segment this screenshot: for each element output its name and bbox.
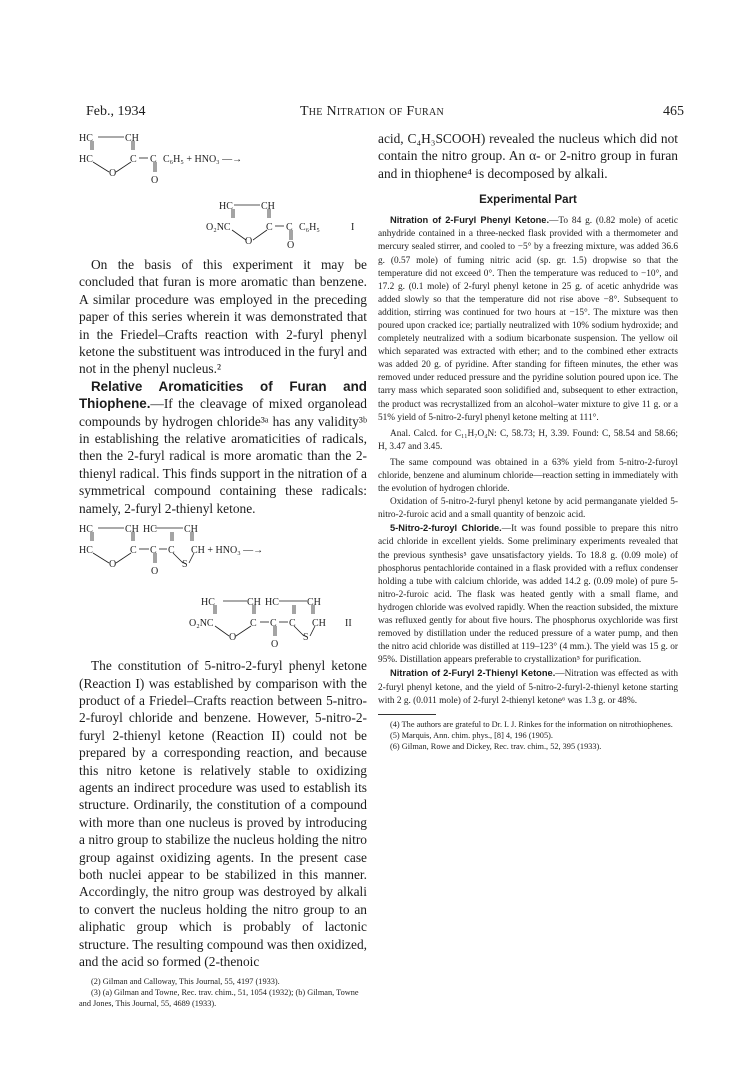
formula-text: O [229,632,237,644]
formula-text: O₂NC [206,222,231,233]
formula-text: S [303,632,309,644]
right-column [378,130,678,752]
paragraph [378,214,678,425]
reaction-2-formula [79,521,369,647]
footnote: (4) The authors are grateful to Dr. I. J. Rinkes for the information on nitrothiophenes. [390,719,673,729]
paragraph: Oxidation of 5-nitro-2-furyl phenyl ketone by acid permanganate yielded 5-nitro-2-furoic acid and a small quantity of benzoic acid. [378,497,678,521]
header-date: Feb., 1934 [86,104,146,119]
formula-text: C [289,618,296,630]
section-heading: Experimental Part [479,194,577,207]
formula-text: C [286,222,293,233]
paragraph [378,522,678,667]
formula-text: C₆H₅ [299,222,320,233]
formula-text: C [150,154,157,165]
formula-text: CH [125,524,139,536]
run-in-heading: Nitration of 2-Furyl Phenyl Ketone. [390,215,550,226]
formula-text: C [270,618,277,630]
footnote: (5) Marquis, Ann. chim. phys., [8] 4, 196 (1905). [390,730,553,740]
formula-text: HC [79,545,93,557]
formula-text: HC [79,133,93,144]
footnotes [378,719,678,752]
reaction-label: I [351,222,355,233]
formula-text: HC [201,597,215,609]
formula-text: CH + HNO₃ —→ [191,545,264,557]
formula-text: CH [125,133,139,144]
formula-text: HC [265,597,279,609]
paragraph: The constitution of 5-nitro-2-furyl phenyl ketone (Reaction I) was established by comparison with the product of a Friedel–Crafts reaction between 5-nitro-2-furoyl chloride and benzene. However, 5-nitro-2-furyl 2-thienyl ketone (Reaction II) could not be prepared by a corresponding reaction, and because this nitro ketone is relatively stable to oxidizing agents an indirect procedure was used to establish its structure. Ordinarily, the constitution of a compound with more than one nucleus is proved by introducing a nitro group to stabilize the nucleus holding the nitro group against oxidizing agents. In the present case both nuclei appear to be stabilized in this manner. Accordingly, the nitro group was destroyed by alkali to convert the nucleus holding the nitro group to an aliphatic group which is probably of lactonic structure. The resulting compound was then oxidized, and the acid so formed (2-thenoic [79,658,367,969]
paragraph [378,667,678,707]
page-number: 465 [663,104,684,119]
formula-text: CH [261,201,275,212]
running-title: The Nitration of Furan [299,104,445,119]
formula-text: O [109,168,117,179]
formula-text: O [151,566,159,578]
formula-text: CH [184,524,198,536]
formula-text: C [130,545,137,557]
paragraph [79,378,367,517]
formula-text: O [271,639,279,648]
formula-text: C₆H₅ + HNO₃ —→ [163,154,243,165]
formula-text: C [168,545,175,557]
formula-text: CH [312,618,326,630]
paragraph-text: —It was found possible to prepare this nitro acid chloride in excellent yields. Some preliminary experiments revealed that the previous synthesis⁵ gave unsatisfactory yields. To 18.8 g. (0.09 mole) of phosphorus pentachloride contained in a flask provided with a reflux condenser holding a tube with calcium chloride, was added 14.2 g. (0.09 mole) of pure 5-nitro-2-furoic acid. The flask was heated gently with a small flame, and hydrogen chloride was evolved rapidly. When the reaction subsided, the mixture was refluxed gently for about five hours. The phosphorus oxychloride was first removed by distillation under the reduced pressure of a water pump, and then the nitro acid chloride was distilled at 119–123° (4 mm.). The yield was 15 g. or 95%. Distillation appears preferable to crystallization⁵ for purification. [378,524,679,666]
paragraph: acid, C₄H₃SCOOH) revealed the nucleus which did not contain the nitro group. An α- or 2-nitro group in furan and in thiophene⁴ is decomposed by alkali. [378,131,678,181]
formula-text: HC [143,524,157,536]
formula-text: O [109,559,117,571]
run-in-heading: Relative Aromaticities of Furan and Thiophene. [79,378,367,412]
formula-text: CH [307,597,321,609]
paragraph-text: —Nitration was effected as with 2-furyl phenyl ketone, and the yield of 5-nitro-2-furyl-2-thienyl ketone starting with 2 g. (0.011 mole) of 2-furyl 2-thienyl ketone⁶ was 1.3 g. or 48%. [378,669,678,706]
formula-text: O [287,240,295,248]
reaction-1-formula [79,130,369,248]
run-in-heading: 5-Nitro-2-furoyl Chloride. [390,523,502,534]
formula-text: CH [247,597,261,609]
paragraph: On the basis of this experiment it may be concluded that furan is more aromatic than benzene. A similar procedure was employed in the preceding paper of this series wherein it was demonstrated that in the Friedel–Crafts reaction with 2-furyl phenyl ketone the substituent was introduced in the furyl and not in the phenyl nucleus.² [79,257,367,377]
analysis: Anal. Calcd. for C₁₁H₇O₄N: C, 58.73; H, 3.39. Found: C, 58.54 and 58.66; H, 3.47 and 3.45. [378,428,678,452]
reaction-label: II [345,618,352,630]
left-column [79,130,367,1009]
formula-text: C [266,222,273,233]
formula-text: HC [79,524,93,536]
footnote: (6) Gilman, Rowe and Dickey, Rec. trav. chim., 52, 395 (1933). [390,741,602,751]
formula-text: S [182,559,188,571]
formula-text: O [245,236,253,247]
footnote: (3) (a) Gilman and Towne, Rec. trav. chim., 51, 1054 (1932); (b) Gilman, Towne and Jones, This Journal, 55, 4689 (1933). [79,988,359,1009]
formula-text: HC [79,154,93,165]
formula-text: O [151,175,159,186]
paragraph-text: —If the cleavage of mixed organolead compounds by hydrogen chloride³ᵃ has any validity³ᵇ in establishing the relative aromaticities of radicals, then the 2-furyl radical is more aromatic than the 2-thienyl radical. This finds support in the nitration of a symmetrical compound containing these radicals: namely, 2-furyl 2-thienyl ketone. [79,396,367,516]
formula-text: C [150,545,157,557]
footnotes [79,976,367,1009]
formula-text: C [250,618,257,630]
footnote: (2) Gilman and Calloway, This Journal, 55, 4197 (1933). [91,977,280,987]
paragraph-text: —To 84 g. (0.82 mole) of acetic anhydride contained in a three-necked flask provided with a thermometer and mercury sealed stirrer, and cooled to −5° by a freezing mixture, was added 36.6 g. (0.57 mole) of fuming nitric acid (sp. gr. 1.5) dropwise so that the temperature did not exceed 0°. Then the temperature was reduced to −10°, and 17.2 g. (0.1 mole) of 2-furyl phenyl ketone in 25 g. of acetic anhydride was added slowly so that the temperature did not rise above −8°. Subsequent to addition, stirring was continued for two hours at −15°. The mixture was then poured upon cracked ice; partially neutralized with 10% sodium hydroxide; and completely neutralized with a sodium bicarbonate suspension. The yellow oil which separated was extracted with ether; and to the combined ether extracts was added 20 g. of pyridine. After standing for fifteen minutes, the ether was removed under reduced pressure and the pyridine solution poured upon ice. The tarry mass which separated soon solidified and, subsequent to ether extraction, the product was recrystallized from an alcohol–water mixture to give 11 g. or a 51% yield of 5-nitro-2-furyl phenyl ketone melting at 111°. [378,216,678,423]
formula-text: HC [219,201,233,212]
paragraph: The same compound was obtained in a 63% yield from 5-nitro-2-furoyl chloride, benzene and aluminum chloride—reaction setting in immediately with the evolution of hydrogen chloride. [378,457,678,495]
formula-text: C [130,154,137,165]
footnote-rule [378,714,436,715]
formula-text: O₂NC [189,618,214,630]
run-in-heading: Nitration of 2-Furyl 2-Thienyl Ketone. [390,668,556,679]
